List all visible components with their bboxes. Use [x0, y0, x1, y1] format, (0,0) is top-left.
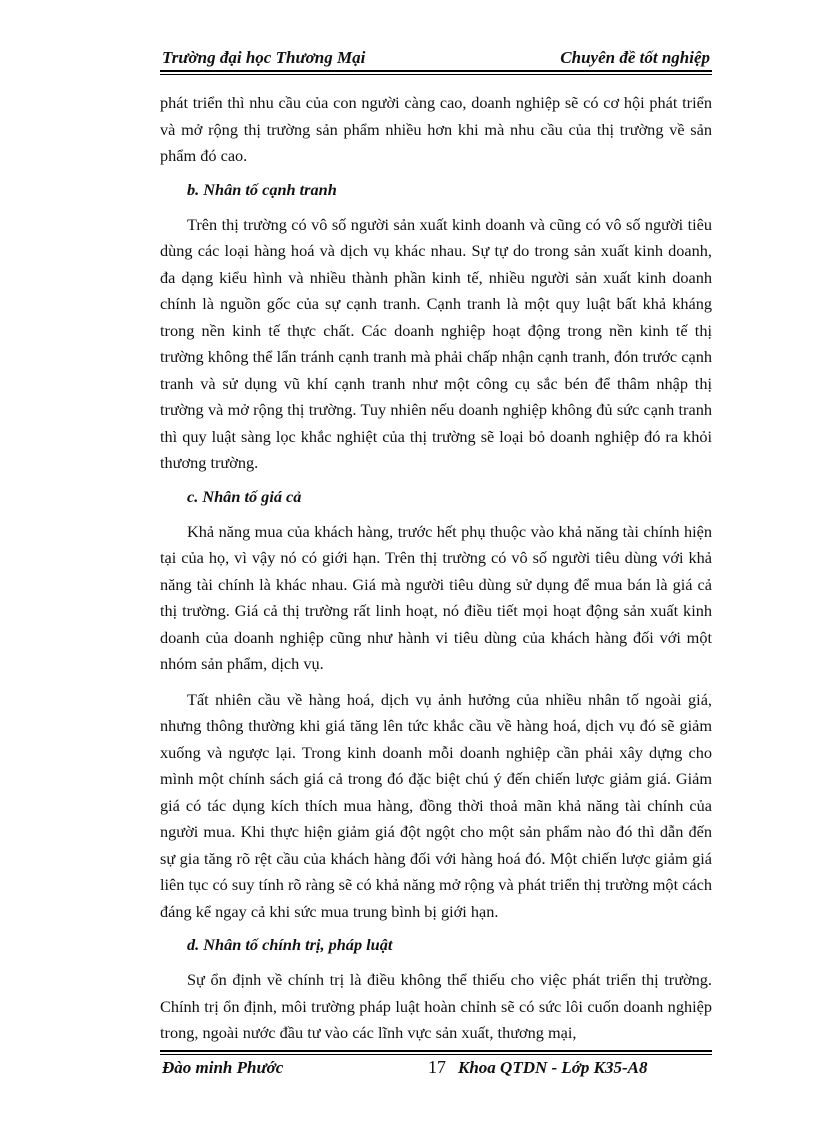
- heading-competition: b. Nhân tố cạnh tranh: [187, 179, 337, 199]
- paragraph-price-2: Tất nhiên cầu về hàng hoá, dịch vụ ảnh hưởng của nhiều nhân tố ngoài giá, nhưng thông thường khi giá tăng lên tức khắc cầu về hàng hoá, dịch vụ đó sẽ giảm xuống và ngược lại. Trong kinh doanh mỗi doanh nghiệp cần phải xây dựng cho mình một chính sách giá cả trong đó đặc biệt chú ý đến chiến lược giảm giá. Giảm giá có tác dụng kích thích mua hàng, đồng thời thoả mãn khả năng tài chính của người mua. Khi thực hiện giảm giá đột ngột cho một sản phẩm nào đó thì dẫn đến sự gia tăng rõ rệt cầu của khách hàng đối với hàng hoá đó. Một chiến lược giảm giá liên tục có suy tính rõ ràng sẽ có khả năng mở rộng và phát triển thị trường một cách đáng kể ngay cả khi sức mua trung bình bị giới hạn.: [160, 689, 712, 921]
- paragraph-competition: Trên thị trường có vô số người sản xuất kinh doanh và cũng có vô số người tiêu dùng các loại hàng hoá và dịch vụ khác nhau. Sự tự do trong sản xuất kinh doanh, đa dạng kiểu hình và nhiều thành phần kinh tế, nhiều người sản xuất kinh doanh chính là nguồn gốc của sự cạnh tranh. Cạnh tranh là một quy luật bất khả kháng trong nền kinh tế thực chất. Các doanh nghiệp hoạt động trong nền kinh tế thị trường không thể lẩn tránh cạnh tranh mà phải chấp nhận cạnh tranh, đón trước cạnh tranh và sử dụng vũ khí cạnh tranh như một công cụ sắc bén để thâm nhập thị trường và mở rộng thị trường. Tuy nhiên nếu doanh nghiệp không đủ sức cạnh tranh thì quy luật sàng lọc khắc nghiệt của thị trường sẽ loại bỏ doanh nghiệp đó ra khỏi thương trường.: [160, 214, 712, 472]
- heading-price: c. Nhân tố giá cả: [187, 486, 302, 506]
- footer-author: Đào minh Phước: [162, 1058, 284, 1077]
- paragraph-politics-law: Sự ổn định về chính trị là điều không thể thiếu cho việc phát triển thị trường. Chính trị ổn định, môi trường pháp luật hoàn chỉnh sẽ có sức lôi cuốn doanh nghiệp trong, ngoài nước đầu tư vào các lĩnh vực sản xuất, thương mại,: [160, 970, 712, 1042]
- page-number: 17: [428, 1057, 446, 1077]
- header-school: Trường đại học Thương Mại: [162, 48, 366, 67]
- footer-rule: [160, 1050, 712, 1052]
- page-footer: [160, 1046, 712, 1086]
- header-doc-type: Chuyên đề tốt nghiệp: [560, 48, 710, 67]
- paragraph-continuation: phát triển thì nhu cầu của con người càng cao, doanh nghiệp sẽ có cơ hội phát triển và mở rộng thị trường sản phẩm nhiều hơn khi mà nhu cầu của thị trường về sản phẩm đó cao.: [160, 93, 712, 165]
- page-body: [160, 90, 712, 1056]
- header-rule: [160, 70, 712, 72]
- heading-politics-law: d. Nhân tố chính trị, pháp luật: [187, 935, 393, 954]
- footer-rule-thin: [160, 1054, 712, 1055]
- header-rule-thin: [160, 74, 712, 75]
- paragraph-price-1: Khả năng mua của khách hàng, trước hết phụ thuộc vào khả năng tài chính hiện tại của họ, vì vậy nó có giới hạn. Trên thị trường có vô số người tiêu dùng với khả năng tài chính là khác nhau. Giá mà người tiêu dùng sử dụng để mua bán là giá cả thị trường. Giá cả thị trường rất linh hoạt, nó điều tiết mọi hoạt động sản xuất kinh doanh của doanh nghiệp cũng như hành vi tiêu dùng của khách hàng đối với một nhóm sản phẩm, dịch vụ.: [160, 521, 712, 673]
- page-header: [160, 48, 712, 74]
- footer-department: Khoa QTDN - Lớp K35-A8: [458, 1058, 648, 1077]
